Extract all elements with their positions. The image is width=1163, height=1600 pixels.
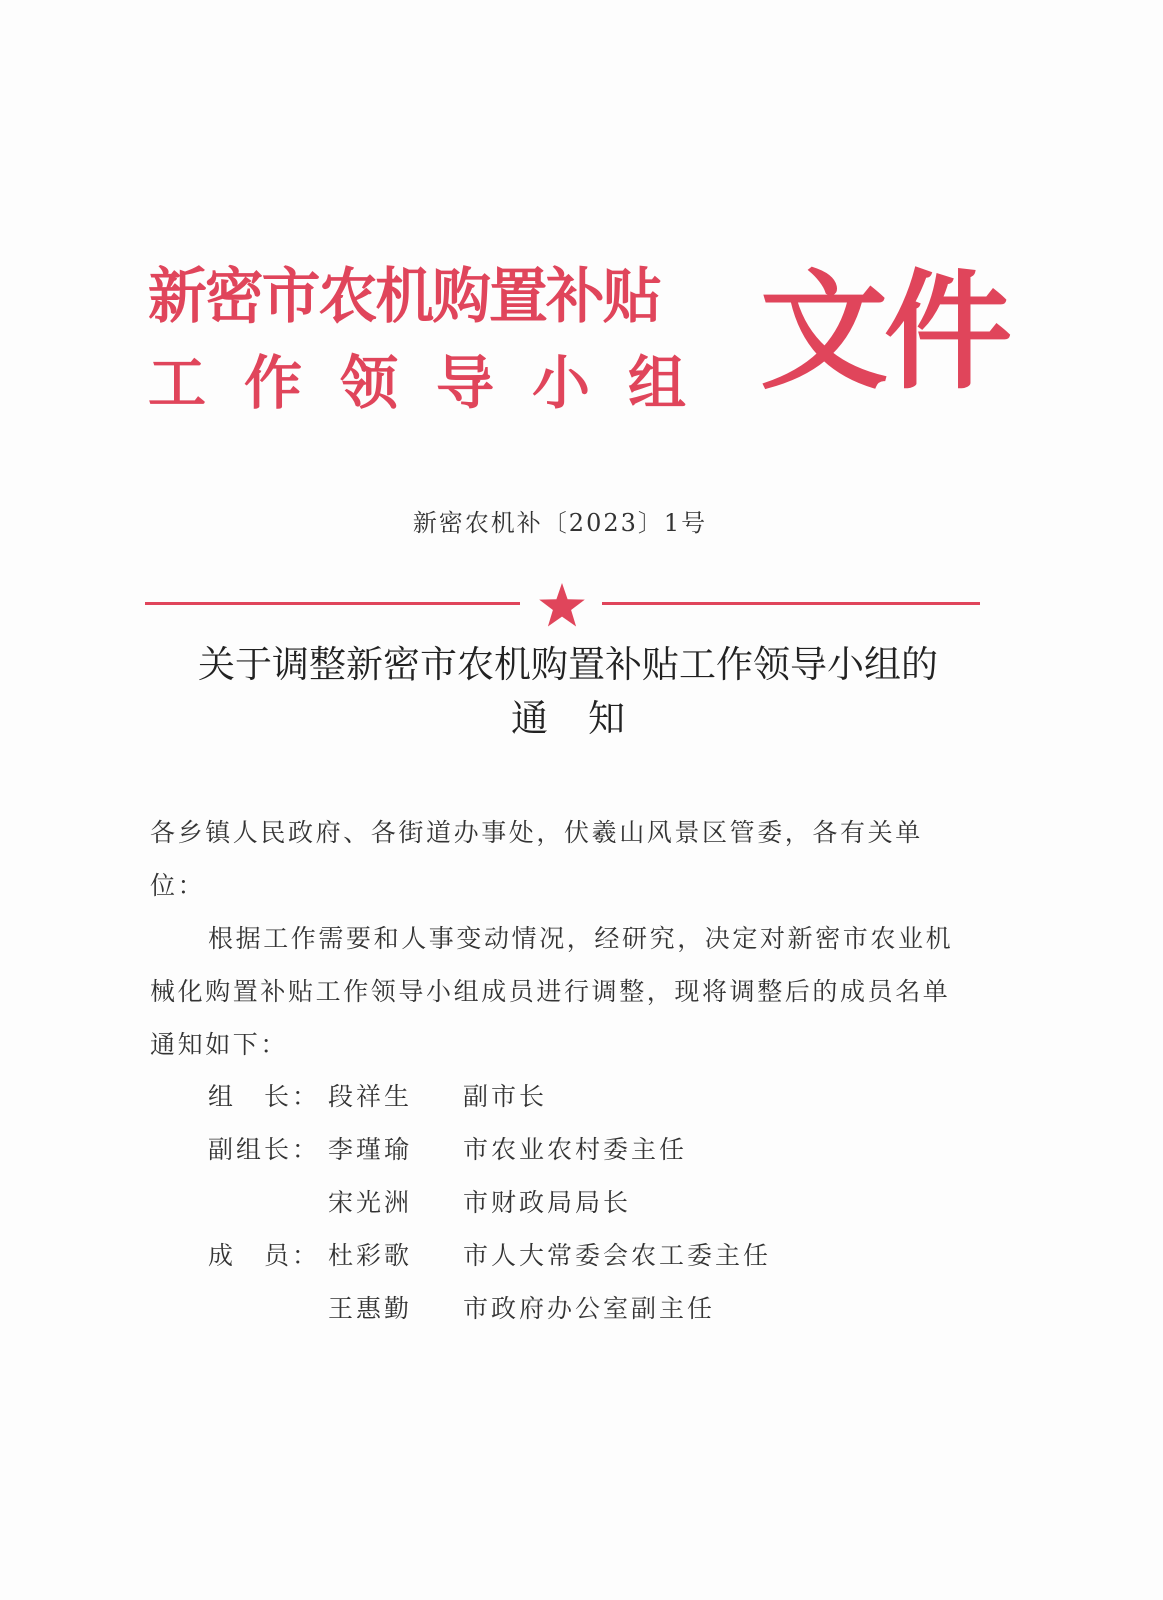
body-paragraph: 根据工作需要和人事变动情况，经研究，决定对新密市农业机械化购置补贴工作领导小组成员进行调整，现将调整后的成员名单通知如下：	[150, 924, 954, 1059]
member-role: 副组长：	[208, 1135, 321, 1164]
organization-name-line2: 工作领导小组	[148, 349, 725, 417]
member-position: 市人大常委会农工委主任	[463, 1241, 772, 1270]
divider-line-left	[145, 602, 520, 605]
member-role: 组 长：	[208, 1082, 321, 1111]
member-position: 市财政局局长	[463, 1188, 632, 1217]
document-number: 新密农机补〔2023〕1号	[412, 509, 708, 537]
member-position: 市农业农村委主任	[463, 1135, 688, 1164]
member-name: 宋光洲	[328, 1188, 413, 1217]
document-type-label: 文件	[760, 257, 1009, 407]
member-position: 市政府办公室副主任	[463, 1294, 716, 1323]
salutation: 各乡镇人民政府、各街道办事处，伏羲山风景区管委，各有关单位：	[150, 818, 923, 900]
member-name: 段祥生	[328, 1082, 413, 1111]
member-position: 副市长	[463, 1082, 548, 1111]
member-name: 王惠勤	[328, 1294, 413, 1323]
document-body	[150, 806, 975, 1071]
document-title	[0, 638, 1128, 746]
issuing-organization	[148, 262, 738, 416]
title-line2: 通知	[511, 697, 665, 740]
organization-name-line1: 新密市农机购置补贴	[148, 262, 660, 332]
member-name: 李瑾瑜	[328, 1135, 413, 1164]
member-role: 成 员：	[208, 1241, 321, 1270]
star-icon	[538, 582, 586, 628]
title-line1: 关于调整新密市农机购置补贴工作领导小组的	[198, 643, 938, 686]
divider-line-right	[602, 602, 980, 605]
red-divider	[145, 590, 980, 618]
member-name: 杜彩歌	[328, 1241, 413, 1270]
